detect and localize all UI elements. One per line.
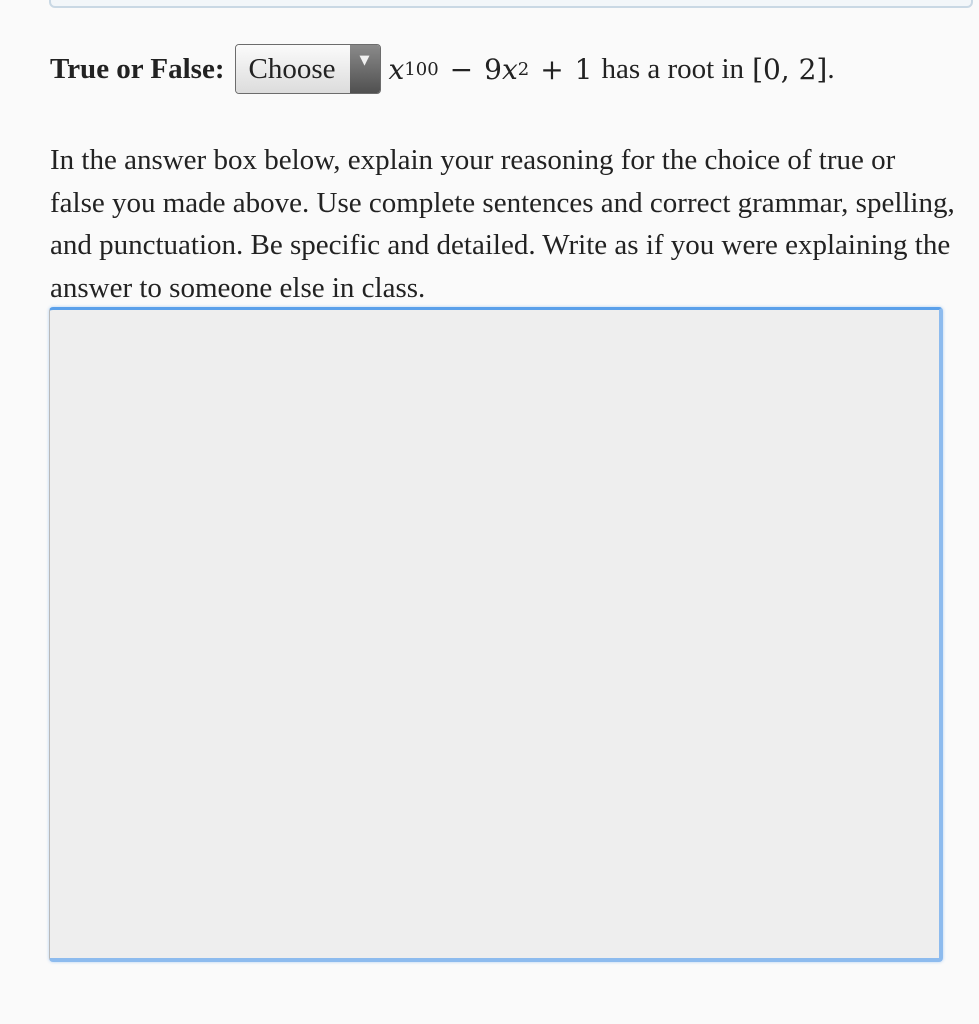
answer-textarea[interactable]	[49, 307, 943, 962]
true-false-label: True or False:	[50, 52, 225, 85]
math-exponent-2: 2	[517, 58, 530, 80]
math-constant: 1	[574, 52, 593, 86]
math-interval: [0, 2]	[752, 52, 828, 86]
math-variable: x	[388, 52, 405, 86]
dropdown-arrow-icon[interactable]: ▼	[350, 45, 380, 93]
polynomial-expression	[389, 53, 593, 86]
math-plus: +	[540, 52, 564, 86]
statement-text: has a root in	[601, 52, 745, 85]
statement-period: .	[827, 52, 835, 85]
answer-instructions: In the answer box below, explain your reasoning for the choice of true or false you made above. Use complete sentences and correct grammar, spelling, and punctuation. Be specific and detailed. Write as if you were explaining the answer to someone else in class.	[50, 144, 955, 304]
math-coefficient: 9	[484, 52, 502, 86]
math-minus: −	[449, 52, 474, 86]
math-variable-2: x	[501, 52, 518, 86]
previous-panel-edge	[49, 0, 973, 8]
true-false-select[interactable]	[235, 44, 381, 94]
select-current-value[interactable]: Choose	[236, 45, 350, 93]
true-false-question	[50, 40, 835, 98]
math-exponent-100: 100	[404, 58, 439, 80]
